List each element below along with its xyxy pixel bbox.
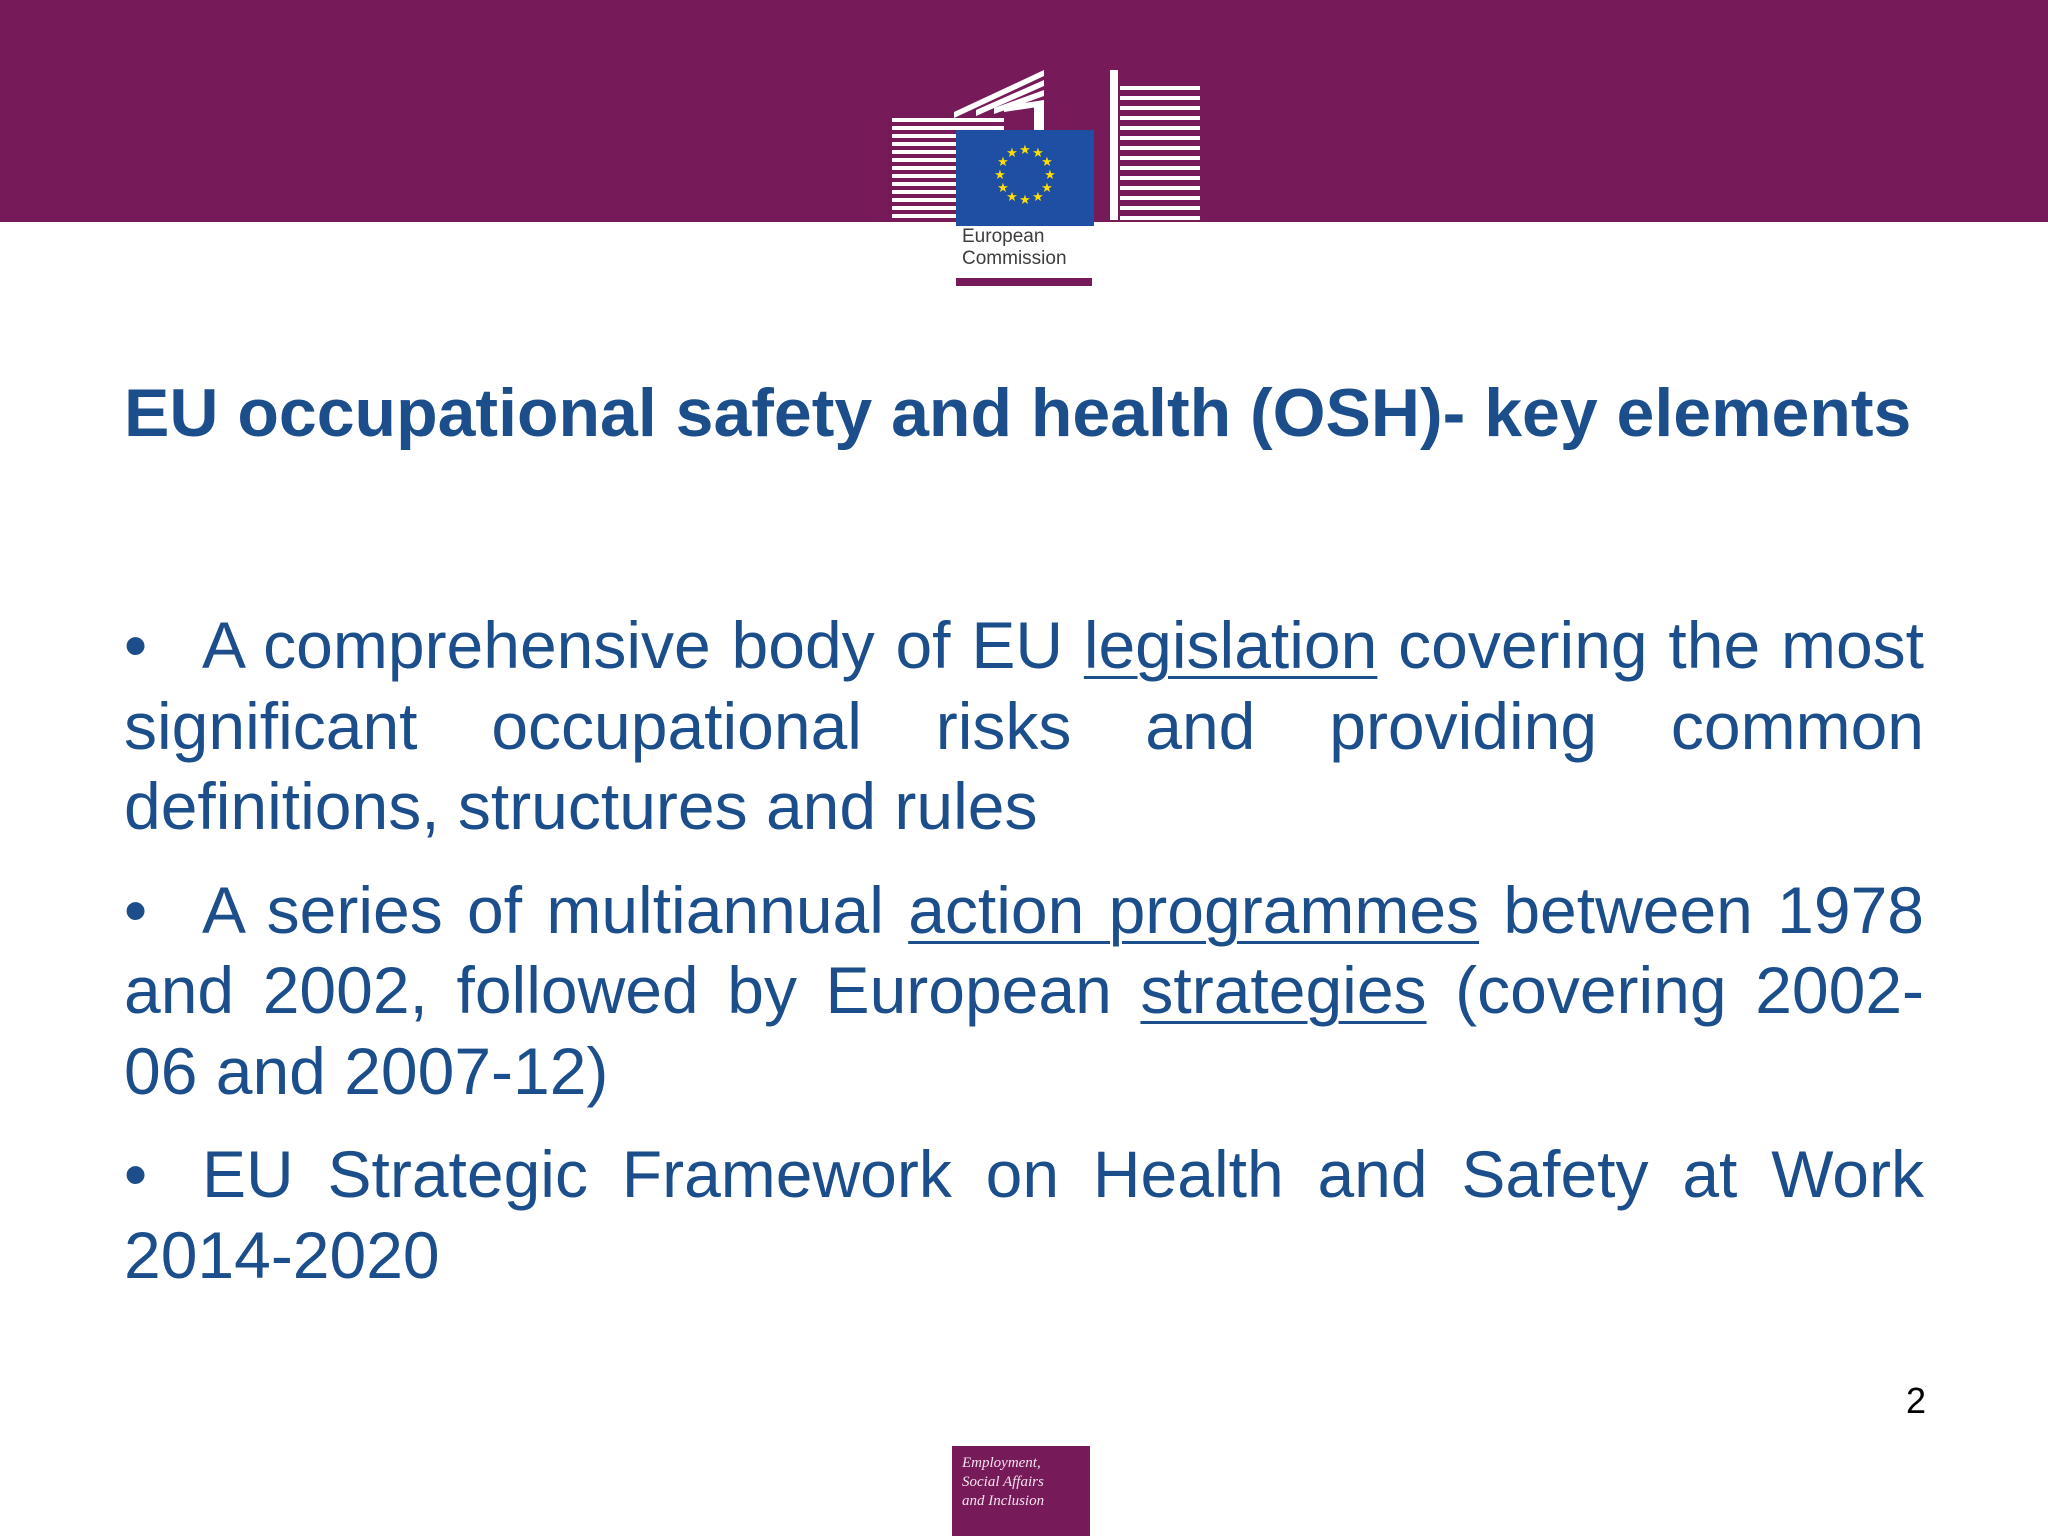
svg-text:★: ★ [997,155,1009,170]
bullet-marker: • [124,1137,148,1211]
bullet-text: A series of multiannual [202,872,909,947]
badge-line: and Inclusion [962,1493,1045,1509]
badge-line: Employment, [962,1455,1041,1471]
european-commission-logo [884,66,1206,290]
bullet-item-action-programmes [124,870,1924,1112]
bullet-text: A comprehensive body of EU [202,608,1084,682]
svg-text:★: ★ [1006,146,1018,161]
legislation-link[interactable]: legislation [1083,608,1378,682]
dg-employment-badge [952,1446,1090,1536]
bullet-list [124,605,1924,1318]
badge-line: Social Affairs [962,1474,1044,1490]
svg-text:★: ★ [1044,168,1056,183]
bullet-marker: • [124,608,148,682]
svg-text:★: ★ [1019,143,1031,158]
logo-underline [956,278,1092,286]
slide-title: EU occupational safety and health (OSH)- key elements [124,375,1912,451]
bullet-text: between 1978 and 2002, followed by European [124,872,1924,1027]
logo-line-commission: Commission [962,248,1067,269]
svg-text:★: ★ [1041,181,1053,196]
bullet-text: (covering 2002-06 and 2007-12) [124,953,1925,1108]
svg-text:★: ★ [1032,190,1044,205]
bullet-marker: • [124,872,148,947]
svg-text:★: ★ [994,168,1006,183]
svg-text:★: ★ [1006,190,1018,205]
page-number: 2 [1905,1380,1926,1421]
svg-text:★: ★ [997,181,1009,196]
svg-text:★: ★ [1032,146,1044,161]
bullet-text: covering the most significant occupational risks and providing common definitions, structures and rules [124,608,1924,843]
logo-wordmark [962,226,1067,270]
bullet-item-strategic-framework [124,1134,1924,1295]
logo-line-european: European [962,226,1045,247]
strategies-link[interactable]: strategies [1140,953,1427,1027]
bullet-item-legislation [124,605,1924,847]
action-programmes-link[interactable]: action programmes [908,872,1480,947]
bullet-text: EU Strategic Framework on Health and Safety at Work 2014-2020 [124,1137,1924,1292]
svg-text:★: ★ [1019,193,1031,208]
svg-text:★: ★ [1041,155,1053,170]
commission-building-icon [884,66,1206,226]
